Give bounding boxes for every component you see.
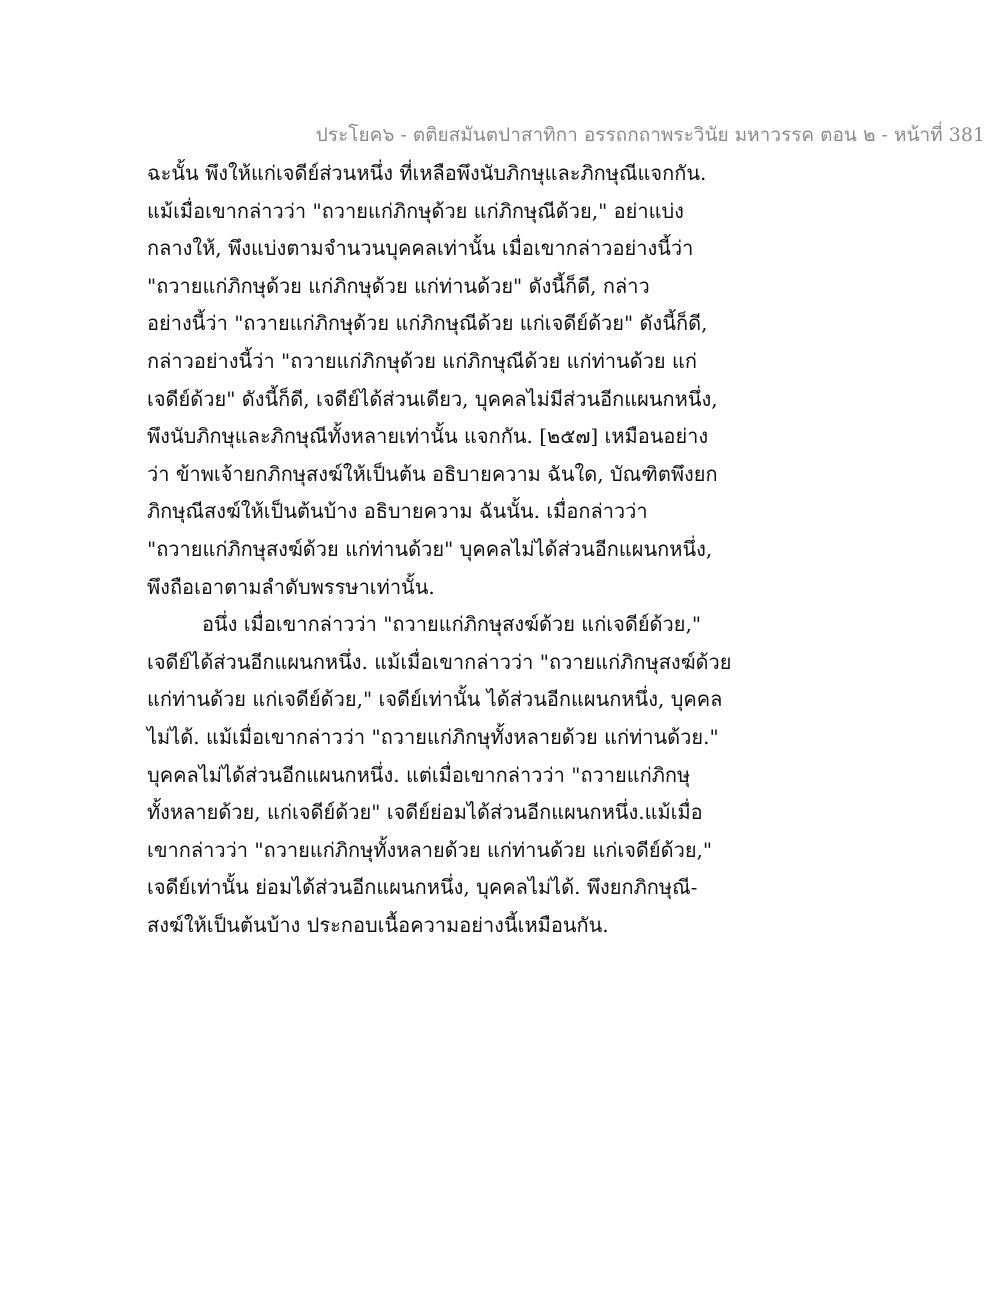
text-line: พึงนับภิกษุและภิกษุณีทั้งหลายเท่านั้น แจกกัน. [๒๕๗] เหมือนอย่าง [147,424,709,449]
text-line: ว่า ข้าพเจ้ายกภิกษุสงฆ์ให้เป็นต้น อธิบายความ ฉันใด, บัณฑิตพึงยก [147,461,718,486]
text-line: เขากล่าวว่า "ถวายแก่ภิกษุทั้งหลายด้วย แก่ท่านด้วย แก่เจดีย์ด้วย," [147,837,713,862]
body-text [147,155,732,944]
text-line: "ถวายแก่ภิกษุด้วย แก่ภิกษุด้วย แก่ท่านด้วย" ดังนี้ก็ดี, กล่าว [147,273,650,298]
text-line: ฉะนั้น พึงให้แก่เจดีย์ส่วนหนึ่ง ที่เหลือพึงนับภิกษุและภิกษุณีแจกกัน. [147,161,707,185]
text-line: แม้เมื่อเขากล่าวว่า "ถวายแก่ภิกษุด้วย แก่ภิกษุณีด้วย," อย่าแบ่ง [147,198,684,223]
text-line: บุคคลไม่ได้ส่วนอีกแผนกหนึ่ง. แต่เมื่อเขากล่าวว่า "ถวายแก่ภิกษุ [147,762,691,787]
page-header: ประโยค๖ - ตติยสมันตปาสาทิกา อรรถกถาพระวินัย มหาวรรค ตอน ๒ - หน้าที่ 381 [315,124,985,146]
text-line: ภิกษุณีสงฆ์ให้เป็นต้นบ้าง อธิบายความ ฉันนั้น. เมื่อกล่าวว่า [147,499,648,524]
paragraph-start-line: อนึ่ง เมื่อเขากล่าวว่า "ถวายแก่ภิกษุสงฆ์ด้วย แก่เจดีย์ด้วย," [202,612,702,637]
text-line: อย่างนี้ว่า "ถวายแก่ภิกษุด้วย แก่ภิกษุณีด้วย แก่เจดีย์ด้วย" ดังนี้ก็ดี, [147,311,708,336]
text-line: ไม่ได้. แม้เมื่อเขากล่าวว่า "ถวายแก่ภิกษุทั้งหลายด้วย แก่ท่านด้วย." [147,724,719,749]
text-line: เจดีย์ได้ส่วนอีกแผนกหนึ่ง. แม้เมื่อเขากล่าวว่า "ถวายแก่ภิกษุสงฆ์ด้วย [147,649,732,674]
text-line: เจดีย์ด้วย" ดังนี้ก็ดี, เจดีย์ได้ส่วนเดียว, บุคคลไม่มีส่วนอีกแผนกหนึ่ง, [147,386,718,411]
text-line: เจดีย์เท่านั้น ย่อมได้ส่วนอีกแผนกหนึ่ง, บุคคลไม่ได้. พึงยกภิกษุณี- [147,875,698,900]
text-line: แก่ท่านด้วย แก่เจดีย์ด้วย," เจดีย์เท่านั้น ได้ส่วนอีกแผนกหนึ่ง, บุคคล [147,687,723,712]
text-line: กลางให้, พึงแบ่งตามจำนวนบุคคลเท่านั้น เมื่อเขากล่าวอย่างนี้ว่า [147,236,694,261]
text-line: พึงถือเอาตามลำดับพรรษาเท่านั้น. [147,574,435,599]
text-line: "ถวายแก่ภิกษุสงฆ์ด้วย แก่ท่านด้วย" บุคคลไม่ได้ส่วนอีกแผนกหนึ่ง, [147,536,713,561]
text-line: กล่าวอย่างนี้ว่า "ถวายแก่ภิกษุด้วย แก่ภิกษุณีด้วย แก่ท่านด้วย แก่ [147,348,698,373]
text-line: สงฆ์ให้เป็นต้นบ้าง ประกอบเนื้อความอย่างนี้เหมือนกัน. [147,912,609,937]
text-line: ทั้งหลายด้วย, แก่เจดีย์ด้วย" เจดีย์ย่อมได้ส่วนอีกแผนกหนึ่ง.แม้เมื่อ [147,800,703,825]
